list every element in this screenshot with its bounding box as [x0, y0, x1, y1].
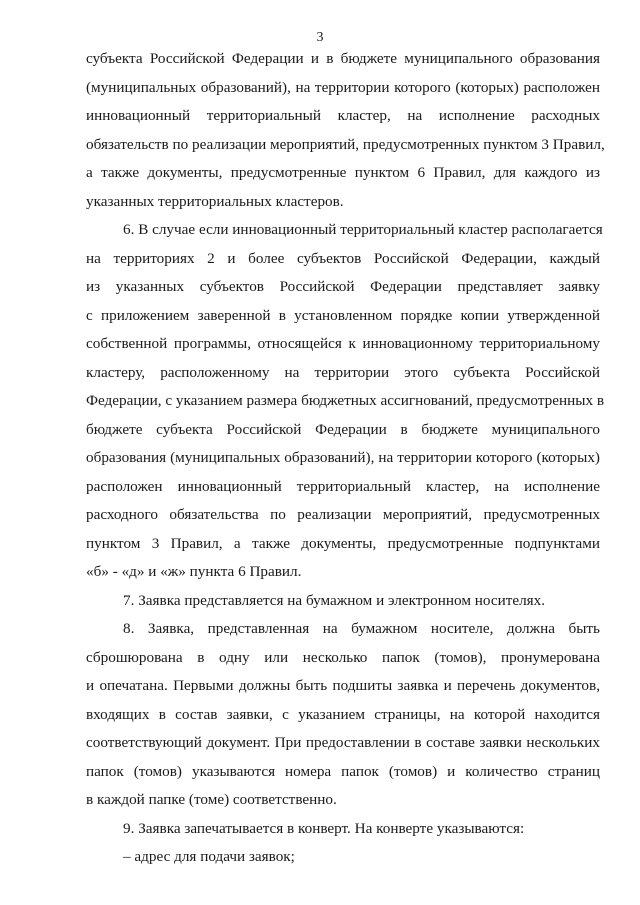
text-line: 9. Заявка запечатывается в конверт. На конверте указываются:: [123, 819, 525, 837]
text-line: расположен инновационный территориальный кластер, на исполнение: [86, 477, 600, 495]
text-line: инновационный территориальный кластер, на исполнение расходных: [86, 107, 600, 124]
text-line: 7. Заявка представляется на бумажном и электронном носителях.: [123, 591, 546, 609]
text-line: сброшюрована в одну или несколько папок (томов), пронумерована: [86, 648, 600, 666]
text-line: с приложением заверенной в установленном порядке копии утвержденной: [86, 306, 600, 324]
text-line: собственной программы, относящейся к инновационному территориальному: [86, 335, 600, 352]
text-line: «б» - «д» и «ж» пункта 6 Правил.: [86, 563, 302, 580]
text-line: (муниципальных образований), на территории которого (которых) расположен: [86, 78, 600, 96]
text-line: обязательств по реализации мероприятий, предусмотренных пунктом 3 Правил,: [86, 135, 605, 153]
text-line: из указанных субъектов Российской Федерации представляет заявку: [86, 278, 600, 295]
text-line: расходного обязательства по реализации мероприятий, предусмотренных: [86, 506, 600, 523]
text-line: 8. Заявка, представленная на бумажном носителе, должна быть: [123, 620, 600, 637]
text-line: образования (муниципальных образований), на территории которого (которых): [86, 449, 600, 466]
text-line: – адрес для подачи заявок;: [123, 848, 295, 865]
text-line: бюджете субъекта Российской Федерации в бюджете муниципального: [86, 420, 600, 438]
text-line: а также документы, предусмотренные пунктом 6 Правил, для каждого из: [86, 164, 600, 181]
text-line: пунктом 3 Правил, а также документы, предусмотренные подпунктами: [86, 534, 600, 552]
text-line: 6. В случае если инновационный территориальный кластер располагается: [123, 221, 603, 238]
text-line: кластеру, расположенному на территории этого субъекта Российской: [86, 363, 600, 381]
text-line: соответствующий документ. При предоставлении в составе заявки нескольких: [86, 734, 600, 751]
text-line: входящих в состав заявки, с указанием страницы, на которой находится: [86, 705, 600, 723]
text-line: и опечатана. Первыми должны быть подшиты заявка и перечень документов,: [86, 677, 600, 694]
document-body: [86, 45, 605, 872]
text-line: субъекта Российской Федерации и в бюджете муниципального образования: [86, 50, 600, 67]
page-number: 3: [316, 30, 324, 45]
text-line: указанных территориальных кластеров.: [86, 192, 344, 210]
text-line: на территориях 2 и более субъектов Российской Федерации, каждый: [86, 249, 600, 267]
text-line: в каждой папке (томе) соответственно.: [86, 791, 337, 808]
text-line: Федерации, с указанием размера бюджетных ассигнований, предусмотренных в: [86, 392, 605, 409]
text-line: папок (томов) указываются номера папок (томов) и количество страниц: [86, 762, 600, 780]
